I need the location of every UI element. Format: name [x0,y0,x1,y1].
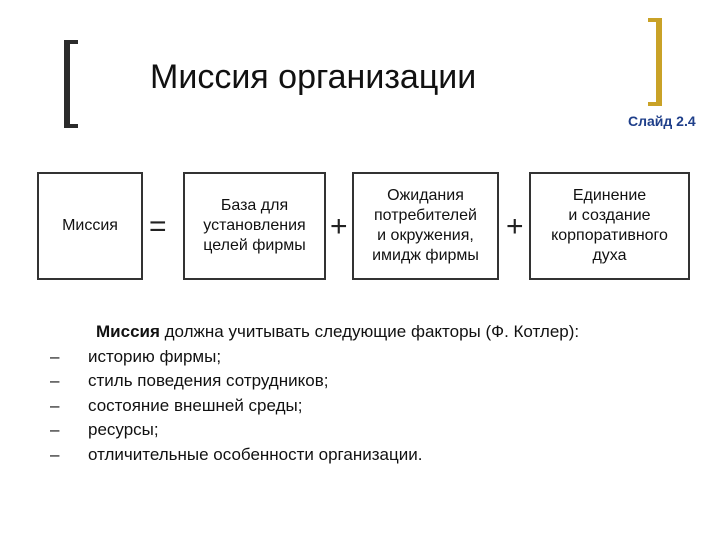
corporate-spirit-label: Единение и создание корпоративного духа [551,187,668,264]
factor-item [50,345,710,370]
factor-item [50,443,710,468]
goals-base-box [183,172,326,280]
bullet-dash: – [50,444,60,464]
slide-number: Слайд 2.4 [628,113,696,129]
corporate-spirit-box [529,172,690,280]
slide-title: Миссия организации [150,58,477,96]
factor-text: ресурсы; [88,420,159,439]
factors-intro-bold: Миссия [96,322,160,341]
factor-text: историю фирмы; [88,346,222,366]
bullet-dash: – [50,420,60,439]
mission-label: Миссия [62,217,118,234]
bullet-dash: – [50,346,60,366]
factor-item [50,369,710,394]
factors-intro-text: должна учитывать следующие факторы (Ф. Котлер): [159,322,580,341]
equals-sign: = [149,210,167,243]
factors-section [50,320,710,467]
factor-item [50,418,710,443]
factors-intro [50,320,710,345]
mission-box [37,172,143,280]
factor-text: отличительные особенности организации. [88,444,423,464]
left-bracket-decoration [64,40,78,128]
goals-base-label: База для установления целей фирмы [203,197,306,254]
bullet-dash: – [50,395,60,415]
plus-sign-2: + [506,210,524,243]
expectations-label: Ожидания потребителей и окружения, имидж фирмы [372,187,479,264]
expectations-box [352,172,499,280]
factor-text: стиль поведения сотрудников; [88,371,329,390]
factor-text: состояние внешней среды; [88,395,303,415]
plus-sign-1: + [330,210,348,243]
right-bracket-decoration [648,18,662,106]
factors-list [50,345,710,468]
factor-item [50,394,710,419]
bullet-dash: – [50,371,60,390]
